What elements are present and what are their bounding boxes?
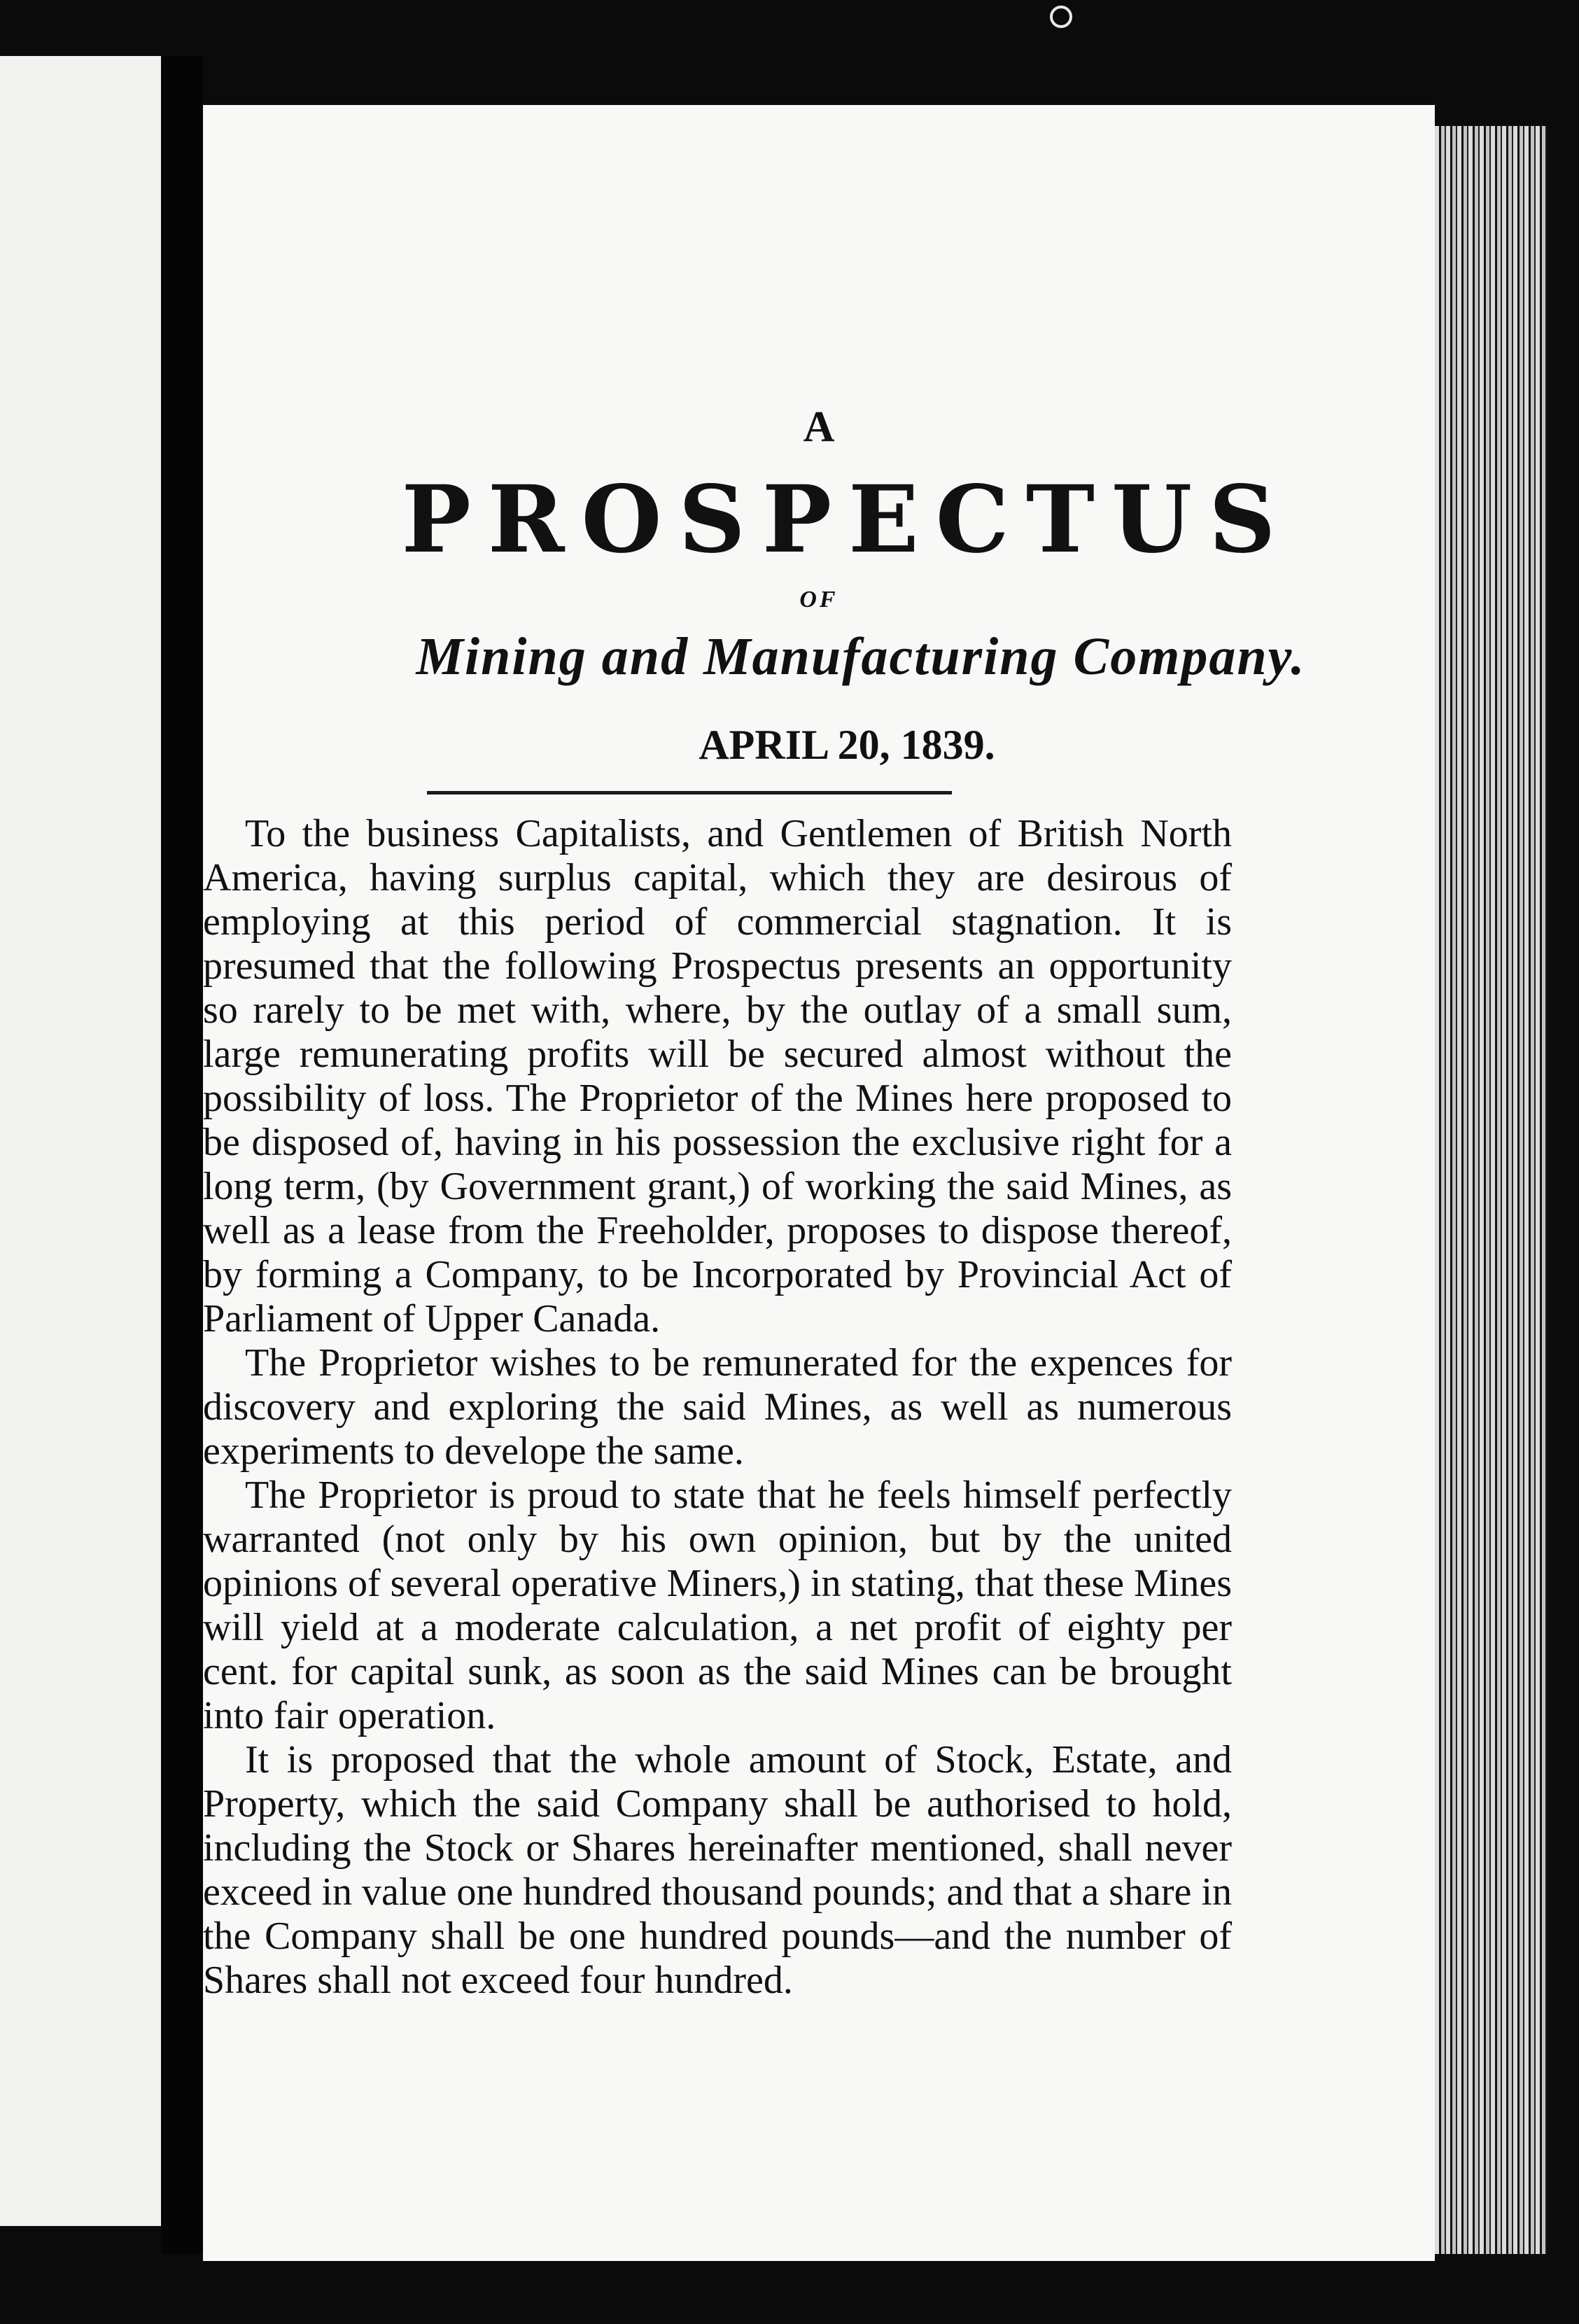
top-mark [1050, 6, 1072, 28]
title-connector: OF [799, 587, 838, 612]
header-article: A [803, 403, 835, 451]
company-name: Mining and Manufacturing Company. [416, 627, 1306, 686]
body-paragraph-4: It is proposed that the whole amount of Stock, Estate, and Property, which the said Company shall be authorised to hold, including the Stock or Shares hereinafter mentioned, shall never exceed in value one hundred thousand pounds; and that a share in the Company shall be one hundred pounds—and the number of Shares shall not exceed four hundred. [203, 1738, 1232, 2002]
document-page [203, 105, 1435, 2261]
body-paragraph-1: To the business Capitalists, and Gentlemen of British North America, having surplus capital, which they are desirous of employing at this period of commercial stagnation. It is presumed that the following Prospectus presents an opportunity so rarely to be met with, where, by the outlay of a small sum, large remunerating profits will be secured almost without the possibility of loss. The Proprietor of the Mines here proposed to be disposed of, having in his possession the exclusive right for a long term, (by Government grant,) of working the said Mines, as well as a lease from the Freeholder, proposes to dispose thereof, by forming a Company, to be Incorporated by Provincial Act of Parliament of Upper Canada. [203, 812, 1232, 1340]
body-paragraph-2: The Proprietor wishes to be remunerated for the expences for discovery and exploring the said Mines, as well as numerous experiments to develope the same. [203, 1341, 1232, 1473]
document-title: PROSPECTUS [401, 465, 1293, 574]
book-gutter [161, 56, 203, 2254]
facing-page [0, 56, 161, 2226]
document-date: APRIL 20, 1839. [699, 722, 995, 768]
body-paragraph-3: The Proprietor is proud to state that he feels himself perfectly warranted (not only by his own opinion, but by the united opinions of several operative Miners,) in stating, that these Mines will yield at a moderate calculation, a net profit of eighty per cent. for capital sunk, as soon as the said Mines can be brought into fair operation. [203, 1474, 1232, 1737]
page-edges [1435, 126, 1547, 2254]
document-body [203, 812, 1232, 2003]
title-divider [427, 791, 952, 794]
